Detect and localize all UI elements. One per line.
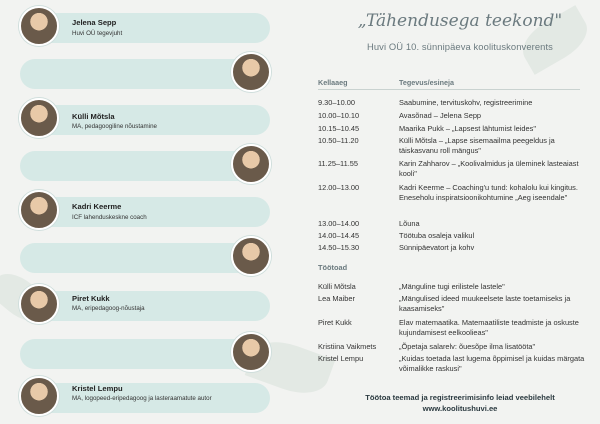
avatar (231, 236, 271, 276)
speaker-role: ICF lahenduskeskne coach (72, 214, 147, 221)
speaker-name: Külli Mõtsla (72, 112, 115, 121)
workshop-speaker: Lea Maiber (318, 294, 355, 303)
schedule-text: Kadri Keerme – Coaching'u tund: kohalolu kui kingitus. Eneseholu inspiratsioonikohtumine „Aeg iseendale" (399, 183, 578, 202)
speaker-name: Kristel Lempu (72, 384, 123, 393)
schedule-time: 10.00–10.10 (318, 111, 360, 120)
speaker-name: Jelena Sepp (72, 18, 117, 27)
schedule-text: Töötuba osaleja valikul (399, 231, 475, 240)
speaker-card (0, 98, 300, 142)
footer (340, 392, 580, 414)
speaker-role: MA, pedagoogiline nõustamine (72, 123, 157, 130)
workshop-speaker: Külli Mõtsla (318, 282, 356, 291)
workshop-speaker: Kristel Lempu (318, 354, 364, 363)
schedule-text: Maarika Pukk – „Lapsest lähtumist leides" (399, 124, 536, 133)
schedule-time: 14.50–15.30 (318, 243, 360, 252)
workshop-speaker: Piret Kukk (318, 318, 352, 327)
workshops-heading: Töötoad (318, 263, 348, 272)
speaker-card (0, 52, 300, 96)
page-title: „Tähendusega teekond" (357, 11, 563, 31)
avatar (19, 284, 59, 324)
speaker-card (0, 6, 300, 50)
schedule-time: 11.25–11.55 (318, 159, 359, 168)
speaker-role: Huvi OÜ tegevjuht (72, 30, 123, 37)
avatar (19, 6, 59, 46)
workshop-title: „Õpetaja salarelv: õuesõpe ilma lisatööta" (399, 342, 536, 351)
speaker-card (0, 376, 300, 420)
speaker-role: MA, logopeed-eripedagoog ja lasteraamatute autor (72, 395, 212, 402)
footer-info: Töötoa teemad ja registreerimisinfo leiad veebilehelt (365, 393, 555, 402)
column-header-time: Kellaaeg (318, 78, 348, 87)
schedule-text: Avasõnad – Jelena Sepp (399, 111, 482, 120)
speaker-role: MA, eripedagoog-nõustaja (72, 305, 145, 312)
workshop-title: Elav matemaatika. Matemaatiliste teadmiste ja oskuste kujundamisest eelkoolieas" (399, 318, 579, 337)
schedule-text: Sünnipäevatort ja kohv (399, 243, 475, 252)
speaker-card (0, 332, 300, 376)
speaker-bar (20, 339, 254, 369)
workshop-title: „Kuidas toetada last lugema õppimisel ja kuidas märgata võimalikke raskusi" (399, 354, 585, 373)
website-link[interactable]: www.koolitushuvi.ee (422, 404, 498, 413)
schedule-time: 14.00–14.45 (318, 231, 360, 240)
avatar (19, 98, 59, 138)
speaker-card (0, 190, 300, 234)
speaker-card (0, 144, 300, 188)
schedule-time: 9.30–10.00 (318, 98, 355, 107)
speaker-bar (20, 151, 254, 181)
schedule-time: 13.00–14.00 (318, 219, 360, 228)
column-header-activity: Tegevus/esineja (399, 78, 454, 87)
workshop-title: „Mänguline tugi erilistele lastele" (399, 282, 505, 291)
schedule-text: Lõuna (399, 219, 420, 228)
speaker-name: Kadri Keerme (72, 202, 122, 211)
workshop-speaker: Kristiina Vaikmets (318, 342, 377, 351)
avatar (19, 190, 59, 230)
workshop-title: „Mängulised ideed muukeelsete laste toetamiseks ja kaasamiseks" (399, 294, 571, 313)
speaker-card (0, 236, 300, 280)
schedule-text: Külli Mõtsla – „Lapse sisemaailma peegeldus ja täiskasvanu roll mängus" (399, 136, 555, 155)
schedule-time: 10.50–11.20 (318, 136, 359, 145)
schedule-text: Saabumine, tervituskohv, registreerimine (399, 98, 533, 107)
avatar (231, 144, 271, 184)
schedule-time: 12.00–13.00 (318, 183, 360, 192)
speaker-name: Piret Kukk (72, 294, 110, 303)
speaker-bar (20, 243, 254, 273)
page-subtitle: Huvi OÜ 10. sünnipäeva koolituskonverents (367, 41, 553, 52)
divider (318, 89, 580, 90)
avatar (231, 52, 271, 92)
avatar (231, 332, 271, 372)
speaker-card (0, 284, 300, 328)
schedule-time: 10.15–10.45 (318, 124, 360, 133)
schedule-text: Karin Zahharov – „Koolivalmidus ja üleminek lasteaiast kooli" (399, 159, 579, 178)
speaker-bar (20, 59, 254, 89)
avatar (19, 376, 59, 416)
